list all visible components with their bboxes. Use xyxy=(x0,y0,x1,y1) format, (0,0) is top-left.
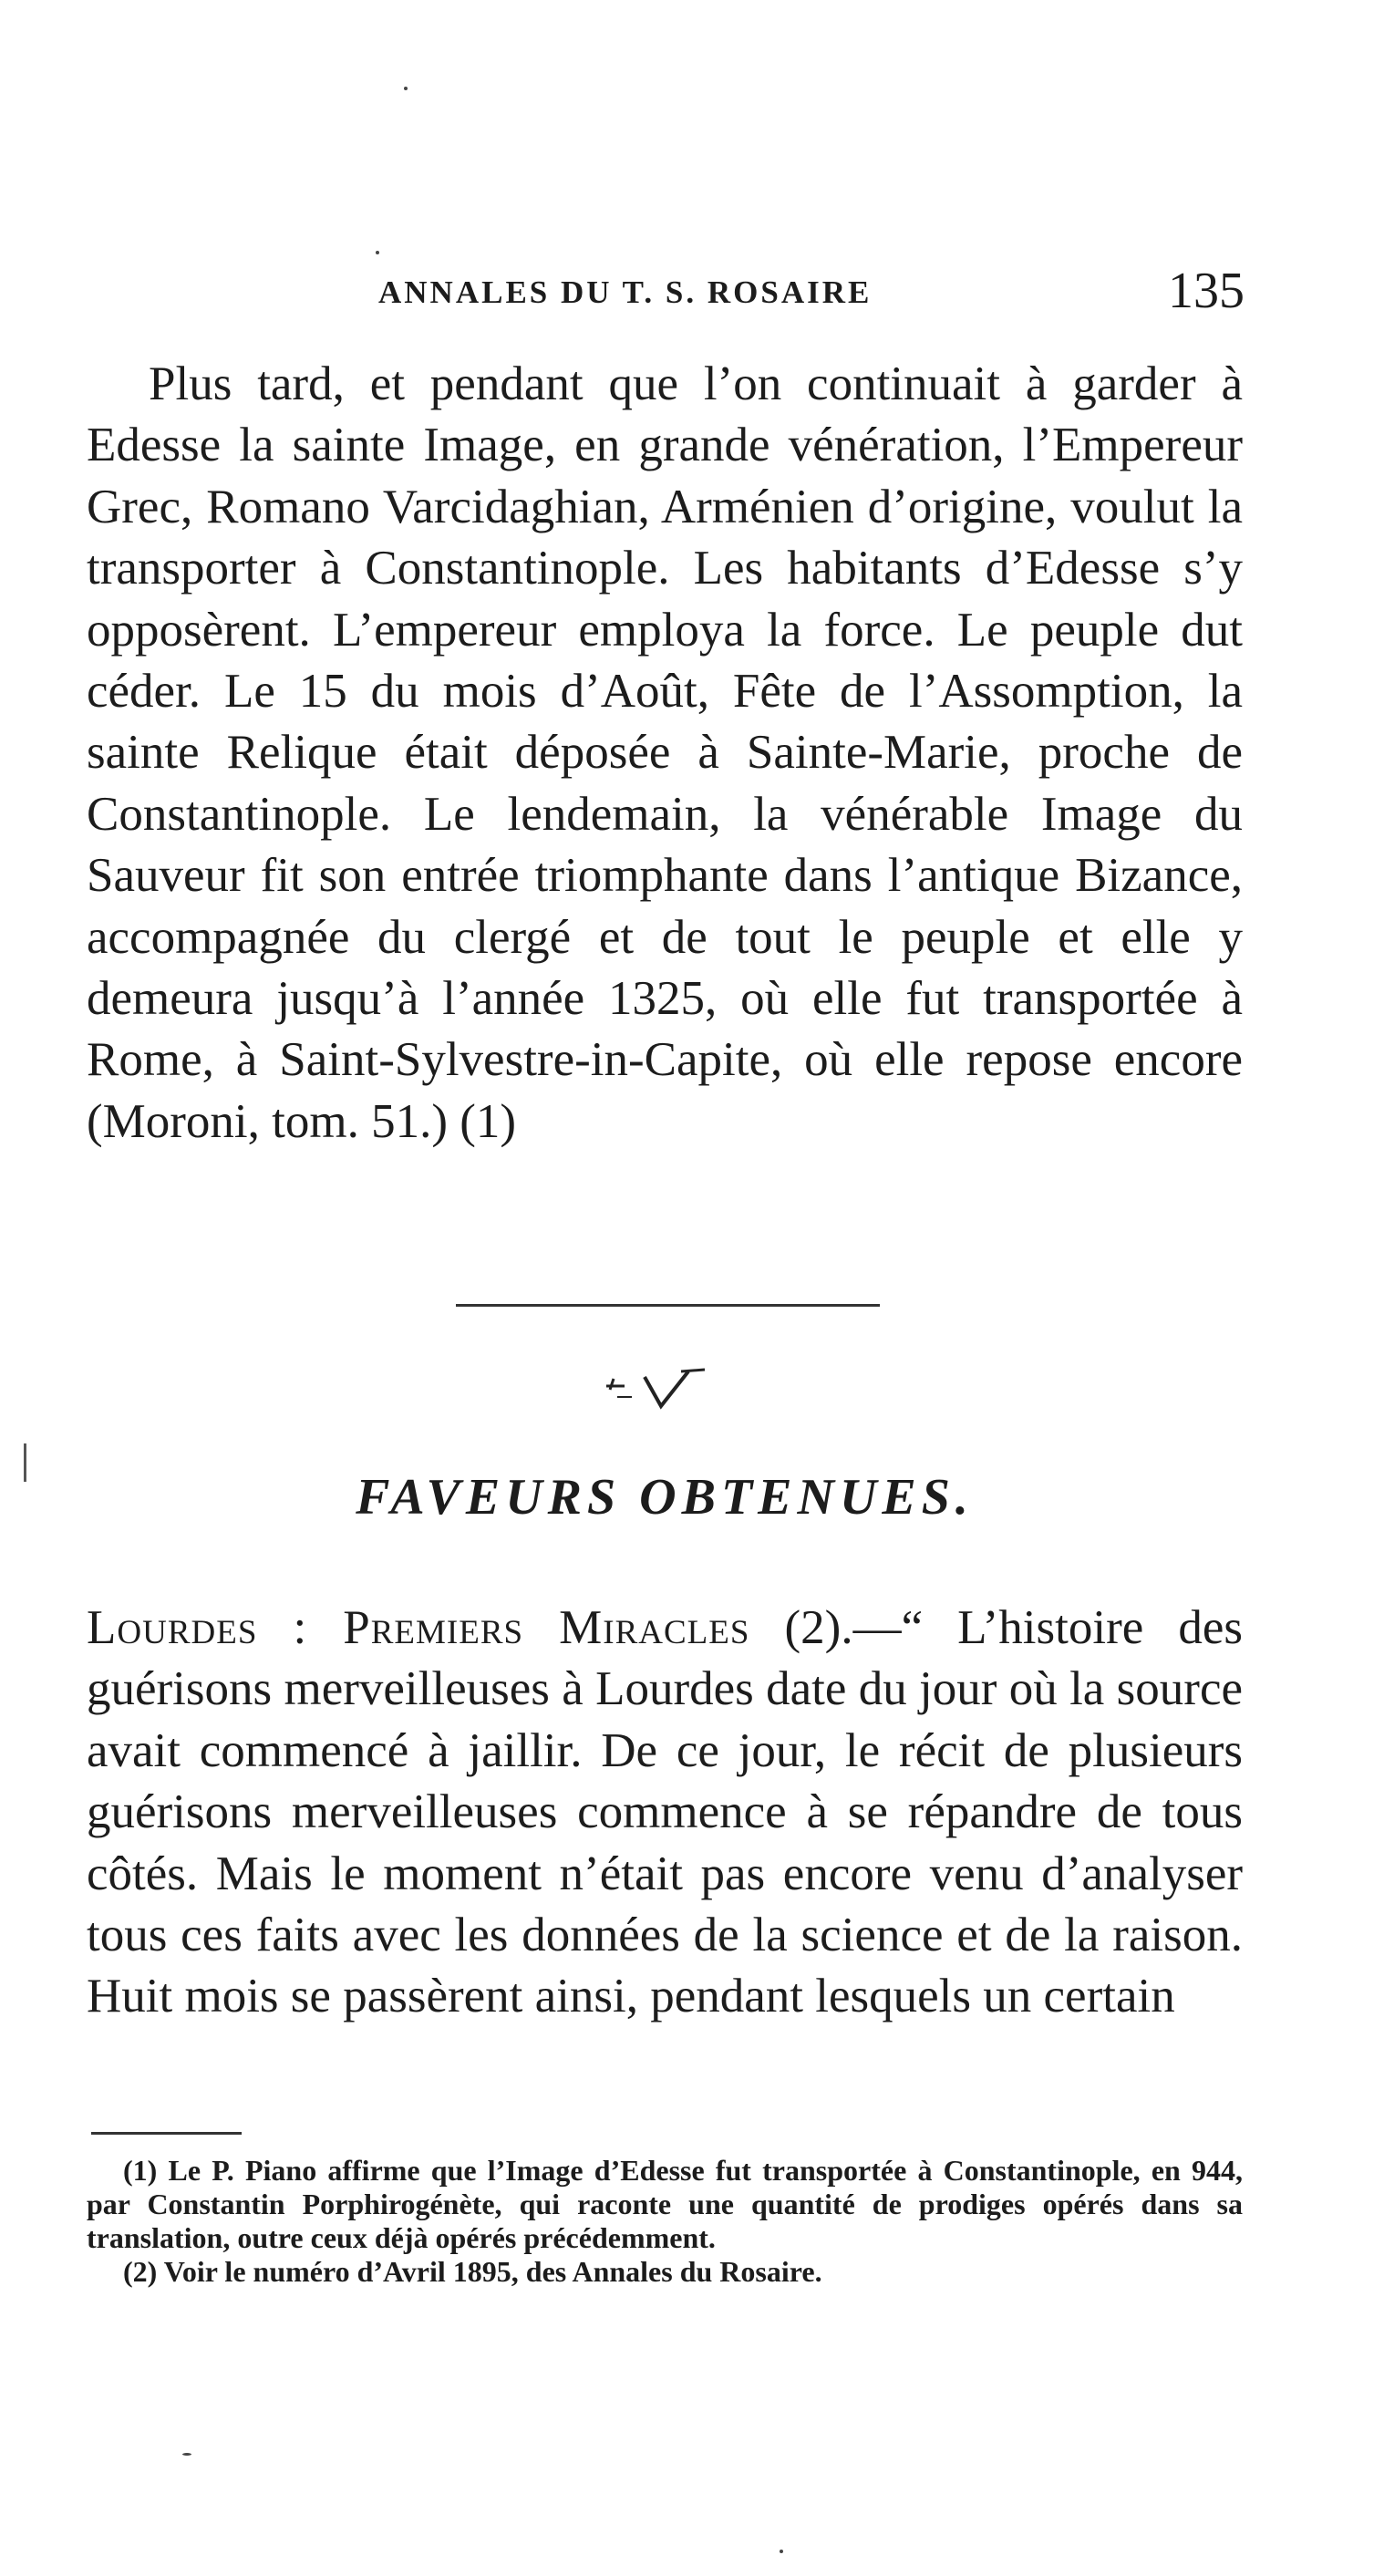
page-header xyxy=(378,262,1245,326)
section-title: FAVEURS OBTENUES. xyxy=(356,1469,974,1526)
page-number: 135 xyxy=(1168,263,1245,319)
scan-speck xyxy=(376,251,379,254)
lourdes-heading-label: Lourdes : Premiers Miracles xyxy=(87,1601,750,1654)
handwritten-mark xyxy=(597,1359,716,1413)
footnotes xyxy=(87,2154,1243,2289)
paragraph-edesse-image: Plus tard, et pendant que l’on continuait à garder à Edesse la sainte Image, en grande vénération, l’Empereur Grec, Romano Varcidaghian, Arménien d’origine, voulut la transporter à Constantinople. Les habitants d’Edesse s’y opposèrent. L’empereur employa la force. Le peuple dut céder. Le 15 du mois d’Août, Fête de l’Assomption, la sainte Relique était déposée à Sainte-Marie, proche de Constantinople. Le lendemain, la vénérable Image du Sauveur fit son entrée triomphante dans l’antique Bizance, accompagnée du clergé et de tout le peuple et elle y demeura jusqu’à l’année 1325, où elle fut transportée à Rome, à Saint-Sylvestre-in-Capite, où elle repose encore (Moroni, tom. 51.) (1) xyxy=(87,357,1243,1148)
lourdes-text: (2).—“ L’histoire des guérisons merveilleuses à Lourdes date du jour où la source avait commencé à jaillir. De ce jour, le récit de plusieurs guérisons merveilleuses commence à se répandre de tous côtés. Mais le moment n’était pas encore venu d’analyser tous ces faits avec les données de la science et de la raison. Huit mois se passèrent ainsi, pendant lesquels un certain xyxy=(87,1601,1243,2023)
scan-speck xyxy=(404,87,408,90)
footnote-1: (1) Le P. Piano affirme que l’Image d’Edesse fut transportée à Constantinople, en 944, par Constantin Porphirogénète, qui raconte une quantité de prodiges opérés dans sa translation, outre ceux déjà opérés précédemment. xyxy=(87,2154,1243,2254)
section-divider xyxy=(456,1304,880,1307)
footnote-rule xyxy=(91,2132,242,2135)
scan-speck xyxy=(780,2550,783,2553)
running-head: ANNALES DU T. S. ROSAIRE xyxy=(378,274,873,310)
scan-margin-mark xyxy=(24,1443,26,1482)
paragraph-lourdes xyxy=(87,1598,1243,2028)
footnote-2: (2) Voir le numéro d’Avril 1895, des Annales du Rosaire. xyxy=(123,2255,822,2288)
scan-speck xyxy=(182,2453,191,2456)
